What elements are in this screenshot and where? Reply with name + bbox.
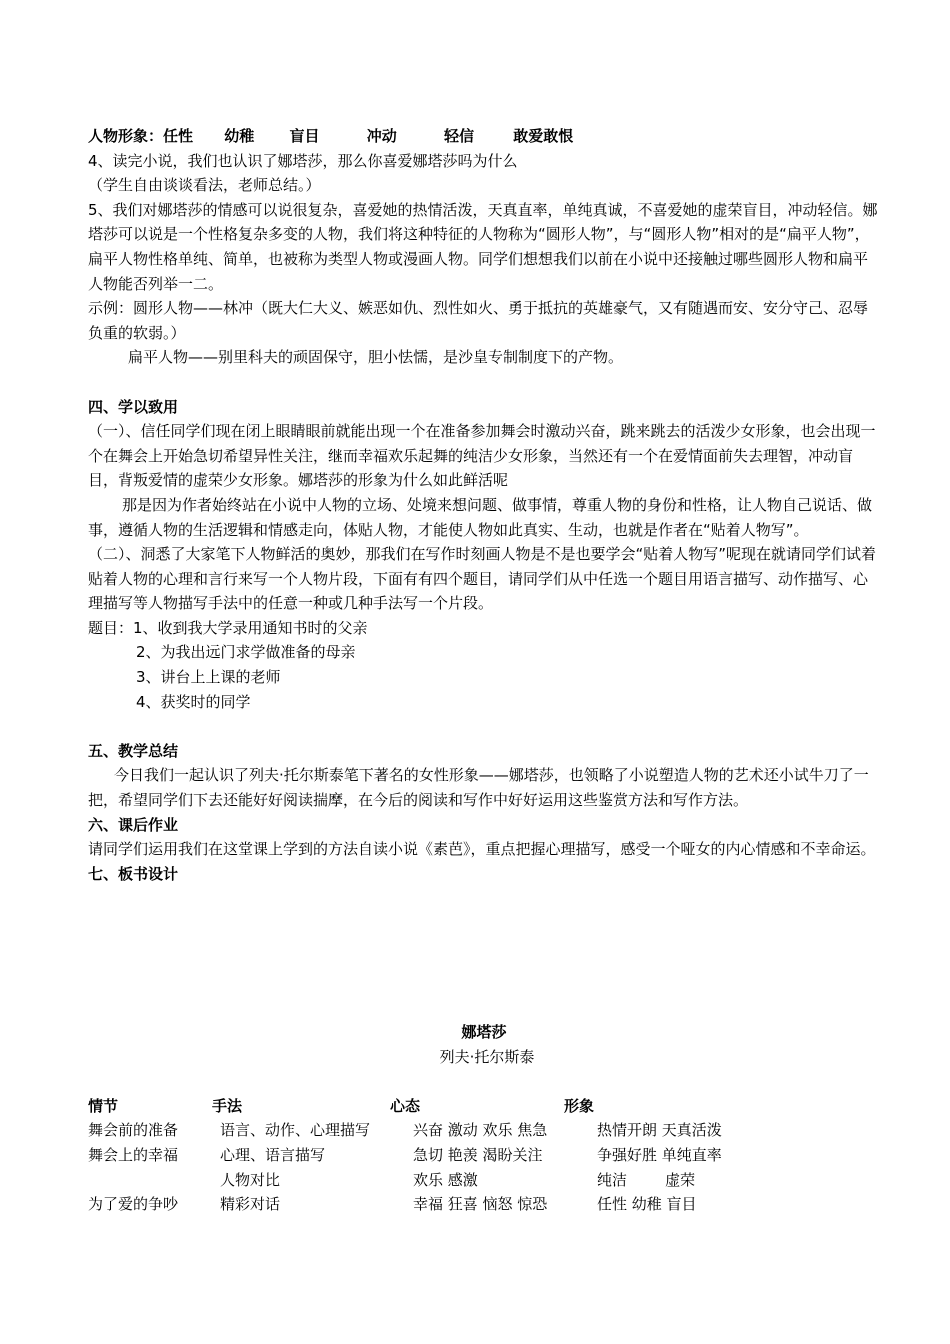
- section-6-title: 六、课后作业: [88, 815, 179, 834]
- topic-4: 4、获奖时的同学: [136, 692, 251, 711]
- section-4-para-1: （一）、信任同学们现在闭上眼睛眼前就能出现一个在准备参加舞会时激动兴奋，跳来跳去的活泼少女形象，也会出现一个在舞会上开始急切希望异性关注，继而幸福欢乐起舞的纯洁少女形象，当然还有一个在爱情面前失去理智，冲动盲目，背叛爱情的虚荣少女形象。娜塔莎的形象为什么如此鲜活呢: [88, 422, 876, 490]
- image-label: 人物形象：任性: [88, 127, 194, 145]
- document-body: [88, 124, 880, 886]
- example-round-character: 示例：圆形人物——林冲（既大仁大义、嫉恶如仇、烈性如火、勇于抵抗的英雄豪气，又有随遇而安、安分守己、忍辱负重的软弱。）: [88, 299, 869, 342]
- board-title: 娜塔莎: [461, 1023, 507, 1041]
- board-row: 人物对比 欢乐 感激 纯洁 虚荣: [220, 1170, 696, 1189]
- board-author: 列夫·托尔斯泰: [439, 1047, 535, 1066]
- topic-1-line: [88, 616, 880, 641]
- topic-3: 3、讲台上上课的老师: [136, 668, 281, 687]
- section-5-para: 今日我们一起认识了列夫·托尔斯泰笔下著名的女性形象——娜塔莎，也领略了小说塑造人物的艺术还小试牛刀了一把，希望同学们下去还能好好阅读揣摩，在今后的阅读和写作中好好运用这些鉴赏方法和写作方法。: [88, 766, 869, 810]
- header-technique: 手法: [212, 1096, 243, 1115]
- trait-2: 盲目: [289, 127, 320, 145]
- topics-label: 题目：: [88, 618, 134, 637]
- topic-2: 2、为我出远门求学做准备的母亲: [136, 643, 356, 662]
- example-flat-character: 扁平人物——别里科夫的顽固保守，胆小怯懦，是沙皇专制制度下的产物。: [128, 348, 624, 367]
- header-mood: 心态: [390, 1096, 421, 1115]
- section-6-para: 请同学们运用我们在这堂课上学到的方法自读小说《素芭》，重点把握心理描写，感受一个哑女的内心情感和不幸命运。: [88, 840, 876, 859]
- trait-5: 敢爱敢恨: [513, 127, 574, 145]
- board-design: [88, 1020, 880, 1217]
- question-4-note: （学生自由谈谈看法，老师总结。）: [88, 176, 321, 195]
- section-7-title: 七、板书设计: [88, 864, 179, 883]
- header-image: 形象: [564, 1096, 595, 1115]
- header-plot: 情节: [88, 1096, 119, 1115]
- board-row: 舞会上的幸福 心理、语言描写 急切 艳羡 渴盼关注 争强好胜 单纯直率: [88, 1145, 722, 1164]
- question-4: 4、读完小说，我们也认识了娜塔莎，那么你喜爱娜塔莎吗为什么: [88, 151, 518, 170]
- section-5-title: 五、教学总结: [88, 741, 179, 760]
- question-5: 5、我们对娜塔莎的情感可以说很复杂，喜爱她的热情活泼，天真直率，单纯真诚，不喜爱她的虚荣盲目，冲动轻信。娜塔莎可以说是一个性格复杂多变的人物，我们将这种特征的人物称为“圆形人物”，与“圆形人物”相对的是“扁平人物”，扁平人物性格单纯、简单，也被称为类型人物或漫画人物。同学们想想我们以前在小说中还接触过哪些圆形人物和扁平人物能否列举一二。: [88, 200, 878, 293]
- board-header-row: [88, 1094, 880, 1119]
- section-4-para-2: 那是因为作者始终站在小说中人物的立场、处境来想问题、做事情，尊重人物的身份和性格，让人物自己说话、做事，遵循人物的生活逻辑和情感走向，体贴人物，才能使人物如此真实、生动，也就是作者在“贴着人物写”。: [88, 495, 873, 539]
- board-row: 舞会前的准备 语言、动作、心理描写 兴奋 激动 欢乐 焦急 热情开朗 天真活泼: [88, 1121, 722, 1140]
- section-4-title: 四、学以致用: [88, 397, 179, 416]
- trait-1: 幼稚: [224, 127, 255, 145]
- section-4-para-3: （二）、洞悉了大家笔下人物鲜活的奥妙，那我们在写作时刻画人物是不是也要学会“贴着人物写”呢现在就请同学们试着贴着人物的心理和言行来写一个人物片段，下面有有四个题目，请同学们从中任选一个题目用语言描写、动作描写、心理描写等人物描写手法中的任意一种或几种手法写一个片段。: [88, 545, 877, 613]
- character-image-line: [88, 124, 880, 149]
- board-row: 为了爱的争吵 精彩对话 幸福 狂喜 恼怒 惊恐 任性 幼稚 盲目: [88, 1195, 697, 1214]
- trait-3: 冲动: [366, 127, 397, 145]
- trait-4: 轻信: [444, 127, 475, 145]
- topic-1: 1、收到我大学录用通知书时的父亲: [133, 618, 368, 637]
